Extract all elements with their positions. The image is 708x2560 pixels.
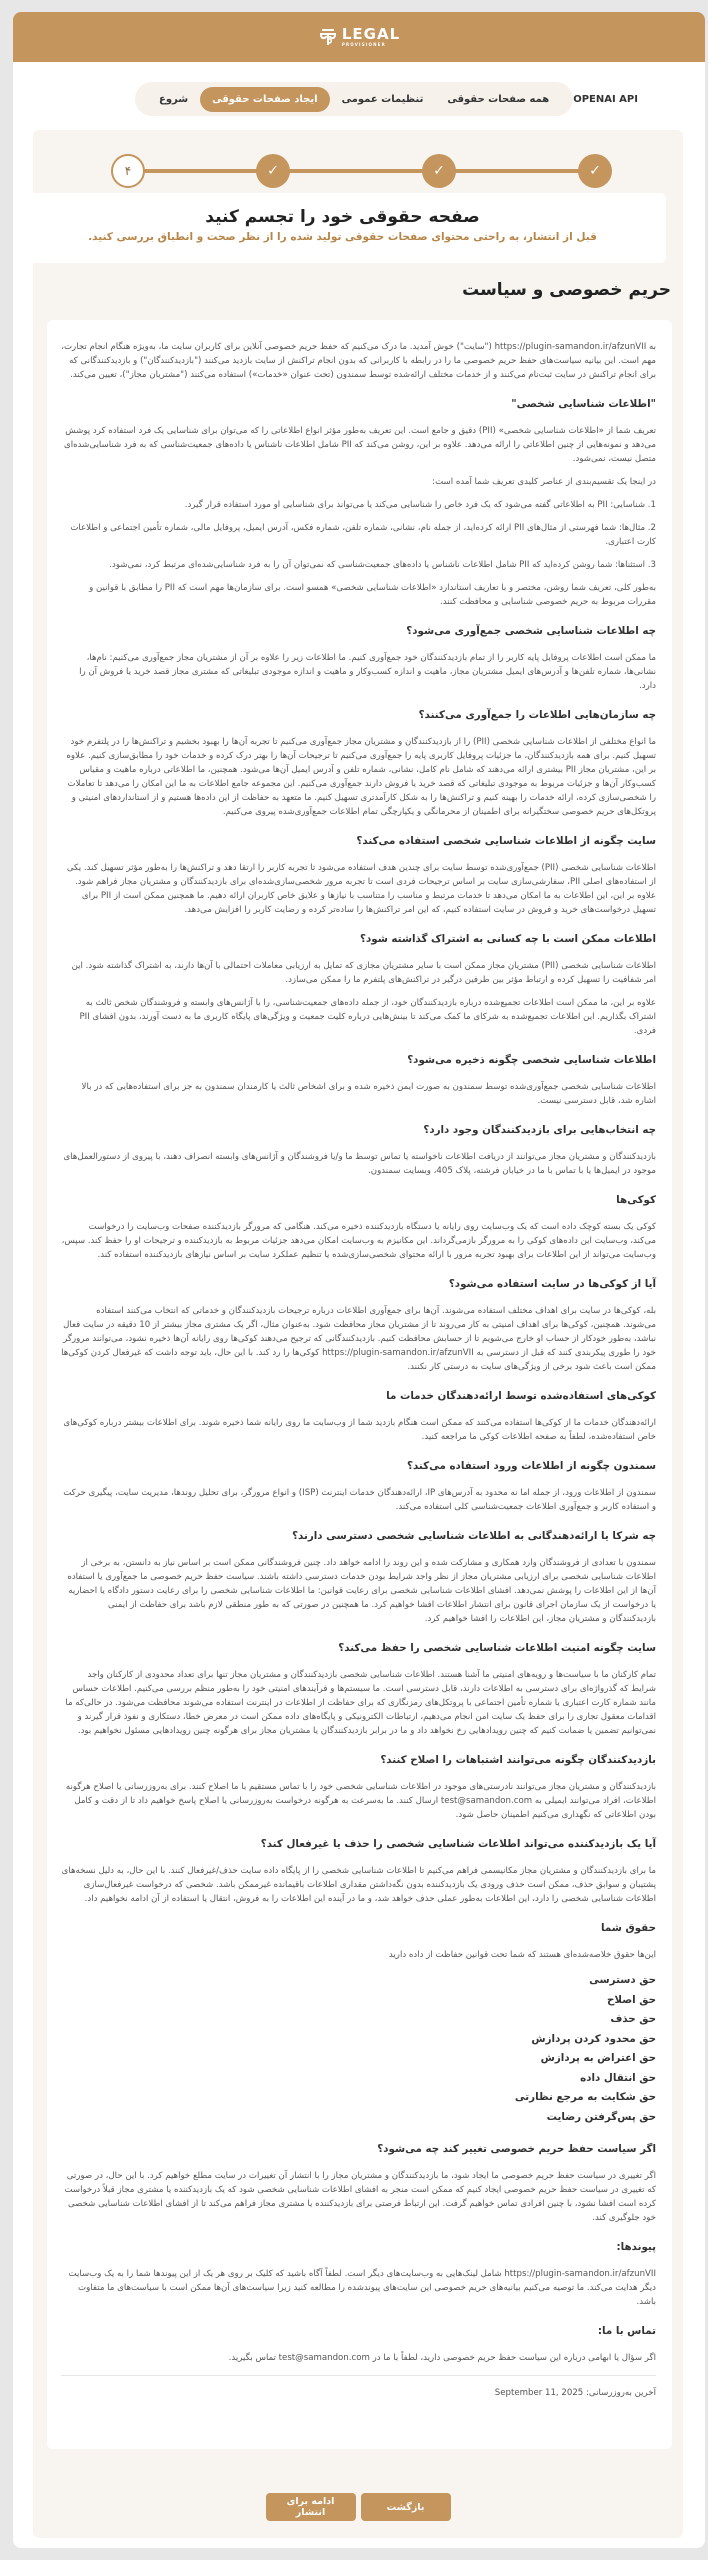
section-heading: چه شرکا یا ارائه‌دهندگانی به اطلاعات شناسایی شخصی دسترسی دارند؟ bbox=[292, 1530, 656, 1542]
check-icon: ✓ bbox=[267, 163, 279, 179]
logo-text: LEGAL bbox=[341, 25, 401, 43]
paragraph: ارائه‌دهندگان خدمات ما از کوکی‌ها استفاده می‌کنند که ممکن است هنگام بازدید شما از وب‌سایت ما روی رایانه شما ذخیره شوند. برای اطلاعات بیشتر درباره کوکی‌های خاص استفاده‌شده، لطفاً به صفحه اطلاعات کوکی ما مراجعه کنید. bbox=[63, 1418, 656, 1442]
content-panel bbox=[33, 130, 683, 2538]
section-heading: چه اطلاعات شناسایی شخصی جمع‌آوری می‌شود؟ bbox=[406, 625, 656, 637]
rights-item: حق پس‌گرفتن رضایت bbox=[546, 2110, 656, 2123]
paragraph: تعریف شما از «اطلاعات شناسایی شخصی» (PII) دقیق و جامع است. این تعریف به‌طور مؤثر انواع اطلاعاتی را که می‌توان برای شناسایی یک فرد استفاده کرد پوشش می‌دهد و نمونه‌هایی از چنین اطلاعاتی را ارائه می‌دهد. علاوه بر این، روشن می‌کند که PII شامل اطلاعات ناشناس یا داده‌های جمعیت‌شناسی که به فرد شناسایی‌شده‌ای متصل نیست، نمی‌شود. bbox=[64, 426, 656, 464]
intro-paragraph: به https://plugin-samandon.ir/afzunVII ("سایت") خوش آمدید. ما درک می‌کنیم که حفظ حریم خصوصی آنلاین برای کاربران سایت ما، به‌ویژه هنگام انجام تجارت، مهم است. این بیانیه سیاست‌های حفظ حریم خصوصی ما را در رابطه با کاربرانی که بدون انجام تراکنش از سایت بازدید می‌کنند ("بازدیدکنندگان") و بازدیدکنندگانی که برای انجام تراکنش در سایت ثبت‌نام می‌کنند و از خدمات مختلف ارائه‌شده توسط سمندون (تحت عنوان «خدمات») استفاده می‌کنند ("مشتریان مجاز")، تعیین می‌کند. bbox=[61, 342, 656, 380]
section-heading: سایت چگونه از اطلاعات شناسایی شخصی استفاده می‌کند؟ bbox=[356, 835, 656, 847]
stepper-line bbox=[129, 169, 605, 173]
paragraph: ما ممکن است اطلاعات پروفایل پایه کاربر را از تمام بازدیدکنندگان خود جمع‌آوری کنیم. ما اطلاعات زیر را علاوه بر آن از مشتریان مجاز جمع‌آوری می‌کنیم: نام‌ها، نشانی‌ها، شماره تلفن‌ها و آدرس‌های ایمیل مشتریان مجاز، ماهیت و اندازه کسب‌وکار و ماهیت و اندازه موجودی تبلیغاتی که مشتری مجاز قصد خرید یا فروش آن را دارد. bbox=[79, 653, 656, 691]
paragraph: تمام کارکنان ما با سیاست‌ها و رویه‌های امنیتی ما آشنا هستند. اطلاعات شناسایی شخصی بازدیدکنندگان و مشتریان مجاز تنها برای تعداد محدودی از کارکنان واجد شرایط که گذرواژه‌ای برای دسترسی به اطلاعات دارند، قابل دسترسی است. ما سیستم‌ها و فرآیندهای امنیتی خود را به‌طور منظم بررسی می‌کنیم. اطلاعات حساس مانند شماره کارت اعتباری یا شماره تأمین اجتماعی با پروتکل‌های رمزنگاری که برای حفاظت از اطلاعات در اینترنت استفاده می‌شوند محافظت می‌شود. در حالی‌که ما اقدامات معقول تجاری را برای حفظ یک سایت امن انجام می‌دهیم، ارتباطات الکترونیکی و پایگاه‌های داده ممکن است در معرض خطا، دستکاری و نفوذ قرار گیرند و نمی‌توانیم تضمین یا ضمانت کنیم که چنین رویدادهایی رخ نخواهد داد و ما در برابر بازدیدکنندگان یا مشتریان مجاز برای هرگونه چنین رویدادهایی مسئول نخواهیم بود. bbox=[65, 1670, 656, 1736]
section-heading: بازدیدکنندگان چگونه می‌توانند اشتباهات را اصلاح کنند؟ bbox=[380, 1754, 656, 1766]
nav-item-all-legal-pages[interactable]: همه صفحات حقوقی bbox=[447, 93, 550, 105]
paragraph: بله، کوکی‌ها در سایت برای اهداف مختلف استفاده می‌شوند. آن‌ها برای جمع‌آوری اطلاعات درباره ترجیحات بازدیدکنندگان و خدماتی که انتخاب می‌کنند استفاده می‌شوند. همچنین، کوکی‌ها برای اهداف امنیتی به کار می‌روند تا از مشتریان مجاز محافظت شود. به‌عنوان مثال، اگر یک مشتری مجاز بیشتر از 10 دقیقه در سایت فعال نباشد، به‌طور خودکار از حساب او خارج می‌شویم تا از حسابش محافظت کنیم. بازدیدکنندگانی که ترجیح می‌دهند کوکی‌ها روی رایانه آن‌ها ذخیره نشود، می‌توانند مرورگر خود را طوری پیکربندی کنند که قبل از دسترسی به https://plugin-samandon.ir/afzunVII کوکی‌ها را رد کند. با این حال، باید توجه داشت که غیرفعال کردن کوکی‌ها ممکن است باعث شود برخی از ویژگی‌های سایت به درستی کار نکنند. bbox=[61, 1306, 656, 1372]
section-heading: آیا از کوکی‌ها در سایت استفاده می‌شود؟ bbox=[448, 1278, 656, 1290]
nav-item-openai-api[interactable]: OPENAI API bbox=[573, 93, 638, 105]
section-heading: کوکی‌های استفاده‌شده توسط ارائه‌دهندگان خدمات ما bbox=[386, 1390, 656, 1402]
divider bbox=[61, 2375, 656, 2376]
section-heading: تماس با ما: bbox=[597, 2325, 656, 2337]
step-number: ۴ bbox=[124, 164, 132, 178]
rights-item: حق حذف bbox=[610, 2013, 656, 2025]
step-2-complete bbox=[422, 154, 456, 188]
paragraph: 3. استثناها: شما روشن کرده‌اید که PII شامل اطلاعات ناشناس یا داده‌های جمعیت‌شناسی که نمی‌توان آن را به فرد شناسایی‌شده‌ای مرتبط کرد، نمی‌شود. bbox=[109, 560, 656, 570]
title-card bbox=[19, 193, 666, 263]
last-updated: آخرین به‌روزرسانی: September 11, 2025 bbox=[494, 2388, 656, 2398]
nav-item-create-legal-pages[interactable]: ایجاد صفحات حقوقی bbox=[200, 87, 329, 112]
app-frame bbox=[13, 12, 705, 2548]
paragraph: سمندون از اطلاعات ورود، از جمله اما نه محدود به آدرس‌های IP، ارائه‌دهندگان خدمات اینترنت (ISP) و انواع مرورگر، برای تحلیل روندها، مدیریت سایت، پیگیری حرکت و استفاده کاربر و جمع‌آوری اطلاعات جمعیت‌شناسی کلی استفاده می‌کند. bbox=[63, 1488, 656, 1512]
action-buttons bbox=[33, 2493, 683, 2521]
section-heading: سایت چگونه امنیت اطلاعات شناسایی شخصی را حفظ می‌کند؟ bbox=[338, 1642, 656, 1654]
step-4-current bbox=[111, 154, 145, 188]
document-preview bbox=[47, 320, 672, 2449]
check-icon: ✓ bbox=[589, 163, 601, 179]
preview-title: صفحه حقوقی خود را تجسم کنید bbox=[205, 207, 480, 227]
continue-to-publish-button[interactable]: ادامه برای انتشار bbox=[266, 2493, 356, 2521]
paragraph: https://plugin-samandon.ir/afzunVII شامل لینک‌هایی به وب‌سایت‌های دیگر است. لطفاً آگاه باشید که کلیک بر روی هر یک از این پیوندها شما را به یک وب‌سایت دیگر هدایت می‌کند. ما توصیه می‌کنیم بیانیه‌های حریم خصوصی این سایت‌های پیوندشده را مطالعه کنید زیرا سیاست‌های آن‌ها ممکن است با سیاست‌های ما متفاوت باشد. bbox=[68, 2269, 656, 2307]
paragraph: این‌ها حقوق خلاصه‌شده‌ای هستند که شما تحت قوانین حفاظت از داده دارید bbox=[388, 1950, 656, 1960]
paragraph: سمندون با تعدادی از فروشندگان وارد همکاری و مشارکت شده و این روند را ادامه خواهد داد. چنین فروشندگانی ممکن است بر اساس نیاز به دانستن، به برخی از اطلاعات شناسایی شخصی برای ارزیابی مشتریان مجاز از نظر واجد شرایط بودن خدمات دسترسی داشته باشند. سیاست حفظ حریم خصوصی ما جمع‌آوری یا استفاده آن‌ها از این اطلاعات را پوشش نمی‌دهد. افشای اطلاعات شناسایی شخصی برای رعایت قوانین: ما اطلاعات شناسایی شخصی را برای رعایت دستور دادگاه یا احضاریه یا درخواست از یک سازمان اجرای قانون برای انتشار اطلاعات افشا خواهیم کرد. ما همچنین در صورتی که به طور منطقی لازم باشد برای حفاظت از ایمنی بازدیدکنندگان و مشتریان مجاز، این اطلاعات را افشا خواهیم کرد. bbox=[67, 1558, 656, 1624]
paragraph: در اینجا یک تقسیم‌بندی از عناصر کلیدی تعریف شما آمده است: bbox=[432, 477, 656, 487]
paragraph: اطلاعات شناسایی شخصی جمع‌آوری‌شده توسط سمندون به صورت ایمن ذخیره شده و برای اشخاص ثالث یا کارمندان سمندون به جز برای استفاده‌هایی که در بالا اشاره شد، قابل دسترسی نیست. bbox=[81, 1082, 656, 1106]
section-heading: چه انتخاب‌هایی برای بازدیدکنندگان وجود دارد؟ bbox=[423, 1124, 656, 1136]
paragraph: اطلاعات شناسایی شخصی (PII) مشتریان مجاز ممکن است با سایر مشتریان مجازی که تمایل به ارزیابی معاملات احتمالی با آن‌ها دارند، به اشتراک گذاشته شود. این امر شفافیت را تسهیل کرده و ارتباط مؤثر بین طرفین درگیر در تراکنش‌های پلتفرم ما را ممکن می‌سازد. bbox=[71, 961, 656, 985]
paragraph: کوکی یک بسته کوچک داده است که یک وب‌سایت روی رایانه یا دستگاه بازدیدکننده ذخیره می‌کند. هنگامی که مرورگر بازدیدکننده صفحات وب‌سایت را درخواست می‌کند، وب‌سایت این داده‌های کوکی را به مرورگر بازمی‌گرداند. این مکانیزم به وب‌سایت امکان می‌دهد جزئیات مربوط به بازدیدکننده و ترجیحات او را حفظ کند. سپس، وب‌سایت می‌تواند از این اطلاعات برای بهبود تجربه مرور با ارائه محتوای شخصی‌سازی‌شده یا تنظیم عملکرد سایت بر اساس نیازهای بازدیدکننده استفاده کند. bbox=[61, 1222, 656, 1260]
section-heading: پیوندها: bbox=[616, 2241, 656, 2253]
section-heading: چه سازمان‌هایی اطلاعات را جمع‌آوری می‌کنند؟ bbox=[418, 709, 656, 721]
back-button[interactable]: بازگشت bbox=[361, 2493, 451, 2521]
section-heading: کوکی‌ها bbox=[616, 1194, 656, 1206]
logo-subtext: PROVISIONER bbox=[341, 42, 386, 47]
paragraph: 1. شناسایی: PII به اطلاعاتی گفته می‌شود که یک فرد خاص را شناسایی می‌کند یا می‌تواند برای شناسایی او مورد استفاده قرار گیرد. bbox=[184, 500, 656, 510]
section-heading: سمندون چگونه از اطلاعات ورود استفاده می‌کند؟ bbox=[406, 1460, 656, 1472]
paragraph: اگر سؤال یا ابهامی درباره این سیاست حفظ حریم خصوصی دارید، لطفاً با ما در test@samandon.com تماس بگیرید. bbox=[228, 2353, 656, 2363]
rights-item: حق اعتراض به پردازش bbox=[540, 2052, 656, 2064]
section-heading: اطلاعات شناسایی شخصی چگونه ذخیره می‌شود؟ bbox=[407, 1054, 656, 1066]
preview-subtitle: قبل از انتشار، به راحتی محتوای صفحات حقوقی تولید شده را از نظر صحت و انطباق بررسی کنید. bbox=[88, 231, 597, 243]
paragraph: ما انواع مختلفی از اطلاعات شناسایی شخصی (PII) را از بازدیدکنندگان و مشتریان مجاز جمع‌آوری می‌کنیم تا تجربه آن‌ها را بهبود بخشیم و تراکنش‌ها را در پلتفرم خود تسهیل کنیم. برای همه بازدیدکنندگان، ما جزئیات پروفایل کاربری پایه را جمع‌آوری می‌کنیم تا ترجیحات آن‌ها را بهتر درک کرده و خدمات خود را مطابق‌سازی کنیم. علاوه بر این، مشتریان مجاز PII بیشتری ارائه می‌دهند که شامل نام کامل، نشانی، شماره تلفن و آدرس ایمیل آن‌ها می‌شود. همچنین، ما اطلاعاتی درباره ماهیت و مقیاس کسب‌وکار آن‌ها و جزئیات مربوط به موجودی تبلیغاتی که قصد خرید یا فروش دارند جمع‌آوری می‌کنیم. این مجموعه جامع اطلاعات به ما این امکان را می‌دهد تا تعاملات را شخصی‌سازی کرده، ارائه خدمات را بهینه کنیم و تراکنش‌ها را به شکل کارآمدتری تسهیل کنیم. ما متعهد به حفاظت از این داده‌ها هستیم و از استانداردهای امنیتی و پروتکل‌های حریم خصوصی سختگیرانه برای اطمینان از محرمانگی و یکپارچگی تمام اطلاعات جمع‌آوری‌شده پیروی می‌کنیم. bbox=[66, 737, 656, 817]
paragraph: به‌طور کلی، تعریف شما روشن، مختصر و با تعاریف استاندارد «اطلاعات شناسایی شخصی» همسو است. برای سازمان‌ها مهم است که PII را مطابق با قوانین و مقررات مربوط به حریم خصوصی شناسایی و محافظت کنند. bbox=[89, 583, 656, 607]
paragraph: بازدیدکنندگان و مشتریان مجاز می‌توانند نادرستی‌های موجود در اطلاعات شناسایی شخصی خود را با تماس مستقیم با ما اصلاح کنند. برای به‌روزرسانی یا اصلاح هرگونه اطلاعات، افراد می‌توانند ایمیلی به test@samandon.com ارسال کنند. ما به‌سرعت به هرگونه درخواست به‌روزرسانی یا اصلاح پاسخ خواهیم داد تا از دقت و کامل بودن اطلاعاتی که نگهداری می‌کنیم اطمینان حاصل شود. bbox=[65, 1782, 656, 1820]
step-1-complete bbox=[578, 154, 612, 188]
paragraph: بازدیدکنندگان و مشتریان مجاز می‌توانند از دریافت اطلاعات ناخواسته یا تماس توسط ما و/یا فروشندگان و آژانس‌های وابسته انصراف دهند، با پیروی از دستورالعمل‌های موجود در ایمیل‌ها یا با تماس با ما در خیابان فرشته، پلاک 405، وبسایت سمندون. bbox=[63, 1152, 656, 1176]
check-icon: ✓ bbox=[433, 163, 445, 179]
nav-item-general-settings[interactable]: تنظیمات عمومی bbox=[341, 93, 424, 105]
rights-item: حق انتقال داده bbox=[580, 2071, 656, 2084]
main-nav bbox=[135, 82, 638, 116]
progress-stepper bbox=[33, 152, 683, 188]
paragraph: اطلاعات شناسایی شخصی (PII) جمع‌آوری‌شده توسط سایت برای چندین هدف استفاده می‌شود تا تجربه کاربر را ارتقا دهد و تراکنش‌ها را به‌طور مؤثر تسهیل کند. یکی از استفاده‌های اصلی PII، سفارشی‌سازی سایت بر اساس ترجیحات فردی است تا تجربه مرور شخصی‌سازی‌شده‌ای برای بازدیدکنندگان و مشتریان مجاز فراهم شود. علاوه بر این، این اطلاعات به ما امکان می‌دهد تا خدمات مرتبط و مناسب را متناسب با نیازها و علایق خاص کاربران ارائه دهیم. ما همچنین ممکن است از PII برای تسهیل درخواست‌های خرید و فروش در سایت استفاده کنیم، که این امر تراکنش‌ها را ساده‌تر کرده و رضایت کاربر را افزایش می‌دهد. bbox=[66, 863, 656, 915]
paragraph: ما برای بازدیدکنندگان و مشتریان مجاز مکانیسمی فراهم می‌کنیم تا اطلاعات شناسایی شخصی را از پایگاه داده سایت حذف/غیرفعال کنند. با این حال، به دلیل نسخه‌های پشتیبان و سوابق حذف، ممکن است حذف ورودی یک بازدیدکننده بدون نگه‌داشتن مقداری اطلاعات باقیمانده غیرممکن باشد. شخصی که درخواست غیرفعال‌سازی اطلاعات شناسایی شخصی را دارد، این اطلاعات به‌طور عملی حذف خواهد شد، و ما در آینده این اطلاعات را به فروش، انتقال یا استفاده از آن ادامه نخواهیم داد. bbox=[61, 1866, 656, 1904]
rights-list bbox=[61, 1971, 656, 2127]
section-heading: آیا یک بازدیدکننده می‌تواند اطلاعات شناسایی شخصی را حذف یا غیرفعال کند؟ bbox=[260, 1838, 656, 1850]
paragraph: علاوه بر این، ما ممکن است اطلاعات تجمیع‌شده درباره بازدیدکنندگان خود، از جمله داده‌های جمعیت‌شناسی، را با آژانس‌های وابسته و فروشندگان شخص ثالث به اشتراک بگذاریم. این اطلاعات تجمیع‌شده به شرکای ما کمک می‌کند تا بینش‌هایی درباره کلیت جمعیت و ویژگی‌های پایگاه کاربری ما به دست آورند، بدون افشای PII فردی. bbox=[79, 998, 656, 1036]
nav-item-start[interactable]: شروع bbox=[159, 93, 189, 105]
logo bbox=[318, 27, 400, 47]
paragraph: اگر تغییری در سیاست حفظ حریم خصوصی ما ایجاد شود، ما بازدیدکنندگان و مشتریان مجاز را با انتشار آن تغییرات در سایت مطلع خواهیم کرد. با این حال، در صورتی که تغییری در سیاست حفظ حریم خصوصی ایجاد کنیم که ممکن است منجر به افشای اطلاعات شناسایی شخصی شود که یک بازدیدکننده یا مشتری مجاز قبلاً درخواست کرده است افشا نشود، با چنین افرادی تماس خواهیم گرفت. این ارتباط فرصتی برای بازدیدکننده یا مشتری مجاز فراهم می‌کند تا از افشای اطلاعات شناسایی شخصی خود جلوگیری کند. bbox=[64, 2171, 656, 2223]
header bbox=[13, 12, 705, 62]
rights-item: حق شکایت به مرجع نظارتی bbox=[514, 2091, 656, 2103]
section-heading: اگر سیاست حفظ حریم خصوصی تغییر کند چه می‌شود؟ bbox=[377, 2143, 656, 2155]
rights-item: حق دسترسی bbox=[589, 1974, 656, 1986]
section-heading: اطلاعات ممکن است با چه کسانی به اشتراک گذاشته شود؟ bbox=[360, 933, 656, 945]
page-title: حریم خصوصی و سیاست bbox=[462, 280, 671, 300]
section-heading: "اطلاعات شناسایی شخصی" bbox=[511, 398, 656, 410]
rights-item: حق محدود کردن پردازش bbox=[531, 2032, 656, 2045]
pillar-logo-icon bbox=[318, 27, 338, 47]
paragraph: 2. مثال‌ها: شما فهرستی از مثال‌های PII ارائه کرده‌اید، از جمله نام، نشانی، شماره تلفن، شماره فکس، آدرس ایمیل، پروفایل مالی، شماره تأمین اجتماعی و اطلاعات کارت اعتباری. bbox=[70, 523, 656, 547]
rights-item: حق اصلاح bbox=[606, 1993, 656, 2006]
section-heading: حقوق شما bbox=[601, 1922, 656, 1934]
step-3-complete bbox=[256, 154, 290, 188]
